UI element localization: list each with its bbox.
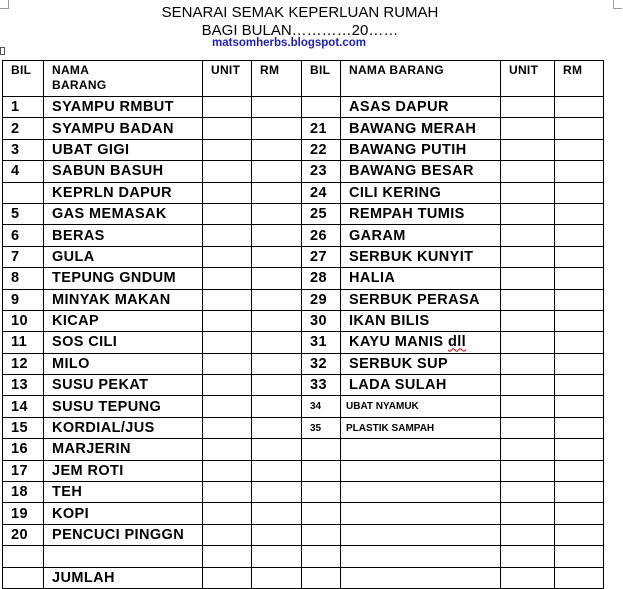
item-name-right[interactable]: LADA SULAH — [341, 375, 501, 396]
table-row — [3, 203, 604, 224]
item-name[interactable]: TEH — [44, 482, 203, 503]
item-rm-cell[interactable] — [252, 417, 302, 438]
item-unit-cell[interactable] — [203, 396, 252, 417]
item-bil[interactable]: 2 — [3, 118, 44, 139]
item-rm-cell-right[interactable] — [555, 417, 604, 438]
item-unit-cell[interactable] — [203, 268, 252, 289]
item-unit-cell[interactable] — [203, 203, 252, 224]
item-name[interactable]: SYAMPU RMBUT — [44, 97, 203, 118]
item-name-right-text: KAYU MANIS — [349, 334, 444, 351]
item-bil[interactable]: 16 — [3, 439, 44, 460]
item-unit-cell-right[interactable] — [501, 482, 555, 503]
item-name-right[interactable]: CILI KERING — [341, 182, 501, 203]
item-rm-cell-right[interactable] — [555, 161, 604, 182]
item-unit-cell-right[interactable] — [501, 396, 555, 417]
item-unit-cell-right[interactable] — [501, 332, 555, 353]
item-bil[interactable]: 5 — [3, 203, 44, 224]
item-unit-cell-right[interactable] — [501, 503, 555, 524]
item-unit-cell[interactable] — [203, 524, 252, 545]
item-rm-cell[interactable] — [252, 268, 302, 289]
table-row — [3, 289, 604, 310]
item-bil[interactable]: 9 — [3, 289, 44, 310]
item-name-right[interactable] — [341, 567, 501, 588]
item-bil[interactable]: 14 — [3, 396, 44, 417]
item-name-right[interactable]: UBAT NYAMUK — [341, 396, 501, 417]
item-bil-right[interactable]: 33 — [302, 375, 341, 396]
item-name[interactable]: MARJERIN — [44, 439, 203, 460]
item-bil-right[interactable]: 21 — [302, 118, 341, 139]
item-name[interactable]: UBAT GIGI — [44, 139, 203, 160]
item-unit-cell[interactable] — [203, 375, 252, 396]
table-row — [3, 482, 604, 503]
item-bil[interactable]: 1 — [3, 97, 44, 118]
item-unit-cell[interactable] — [203, 310, 252, 331]
item-bil[interactable]: 18 — [3, 482, 44, 503]
item-rm-cell[interactable] — [252, 246, 302, 267]
item-unit-cell[interactable] — [203, 182, 252, 203]
item-bil[interactable]: 10 — [3, 310, 44, 331]
item-bil-right[interactable]: 25 — [302, 203, 341, 224]
item-rm-cell[interactable] — [252, 182, 302, 203]
item-unit-cell-right[interactable] — [501, 460, 555, 481]
item-unit-cell[interactable] — [203, 503, 252, 524]
item-rm-cell[interactable] — [252, 567, 302, 588]
item-name[interactable]: TEPUNG GNDUM — [44, 268, 203, 289]
item-bil[interactable]: 19 — [3, 503, 44, 524]
item-bil[interactable]: 17 — [3, 460, 44, 481]
item-unit-cell[interactable] — [203, 225, 252, 246]
table-row — [3, 546, 604, 567]
item-unit-cell[interactable] — [203, 439, 252, 460]
item-unit-cell-right[interactable] — [501, 182, 555, 203]
item-unit-cell-right[interactable] — [501, 375, 555, 396]
item-rm-cell-right[interactable] — [555, 225, 604, 246]
item-name-right[interactable] — [341, 439, 501, 460]
item-unit-cell[interactable] — [203, 417, 252, 438]
item-unit-cell-right[interactable] — [501, 353, 555, 374]
item-bil[interactable]: 4 — [3, 161, 44, 182]
table-row — [3, 439, 604, 460]
item-rm-cell-right[interactable] — [555, 482, 604, 503]
item-unit-cell[interactable] — [203, 289, 252, 310]
item-rm-cell-right[interactable] — [555, 567, 604, 588]
item-rm-cell[interactable] — [252, 482, 302, 503]
item-unit-cell[interactable] — [203, 139, 252, 160]
item-unit-cell-right[interactable] — [501, 289, 555, 310]
item-name[interactable]: MILO — [44, 353, 203, 374]
item-unit-cell[interactable] — [203, 546, 252, 567]
item-rm-cell-right[interactable] — [555, 396, 604, 417]
item-unit-cell[interactable] — [203, 97, 252, 118]
item-name-right[interactable] — [341, 546, 501, 567]
item-rm-cell-right[interactable] — [555, 332, 604, 353]
item-rm-cell[interactable] — [252, 460, 302, 481]
table-row — [3, 332, 604, 353]
table-row — [3, 118, 604, 139]
item-unit-cell-right[interactable] — [501, 524, 555, 545]
header-bil-2: BIL — [302, 61, 341, 97]
item-name-right[interactable]: SERBUK SUP — [341, 353, 501, 374]
item-rm-cell[interactable] — [252, 546, 302, 567]
item-rm-cell-right[interactable] — [555, 353, 604, 374]
item-bil-right[interactable]: 34 — [302, 396, 341, 417]
table-row — [3, 375, 604, 396]
item-name-right[interactable]: BAWANG MERAH — [341, 118, 501, 139]
item-bil[interactable]: 6 — [3, 225, 44, 246]
item-rm-cell[interactable] — [252, 332, 302, 353]
item-bil[interactable]: 8 — [3, 268, 44, 289]
item-unit-cell-right[interactable] — [501, 546, 555, 567]
item-name[interactable]: KORDIAL/JUS — [44, 417, 203, 438]
item-unit-cell[interactable] — [203, 460, 252, 481]
item-name-right[interactable] — [341, 460, 501, 481]
item-name[interactable]: SOS CILI — [44, 332, 203, 353]
item-unit-cell[interactable] — [203, 118, 252, 139]
item-bil-right[interactable]: 22 — [302, 139, 341, 160]
header-row — [3, 61, 604, 97]
item-bil[interactable]: 15 — [3, 417, 44, 438]
item-rm-cell[interactable] — [252, 289, 302, 310]
item-rm-cell[interactable] — [252, 97, 302, 118]
item-bil-right[interactable] — [302, 460, 341, 481]
item-unit-cell-right[interactable] — [501, 567, 555, 588]
item-name[interactable]: SUSU TEPUNG — [44, 396, 203, 417]
item-rm-cell[interactable] — [252, 353, 302, 374]
item-bil-right[interactable] — [302, 439, 341, 460]
item-rm-cell-right[interactable] — [555, 439, 604, 460]
item-name[interactable]: KEPRLN DAPUR — [44, 182, 203, 203]
item-bil[interactable] — [3, 546, 44, 567]
item-rm-cell[interactable] — [252, 310, 302, 331]
item-bil[interactable]: 20 — [3, 524, 44, 545]
item-name[interactable]: SYAMPU BADAN — [44, 118, 203, 139]
table-row — [3, 524, 604, 545]
header-nama-line1: NAMA — [52, 63, 90, 77]
item-bil-right[interactable]: 32 — [302, 353, 341, 374]
item-unit-cell[interactable] — [203, 353, 252, 374]
table-row — [3, 503, 604, 524]
item-rm-cell[interactable] — [252, 203, 302, 224]
item-rm-cell[interactable] — [252, 375, 302, 396]
header-rm-2: RM — [555, 61, 604, 97]
table-row — [3, 225, 604, 246]
item-rm-cell-right[interactable] — [555, 97, 604, 118]
table-row — [3, 396, 604, 417]
item-name[interactable]: MINYAK MAKAN — [44, 289, 203, 310]
item-name[interactable]: JUMLAH — [44, 567, 203, 588]
item-name-right[interactable]: GARAM — [341, 225, 501, 246]
item-name[interactable]: KOPI — [44, 503, 203, 524]
table-row — [3, 310, 604, 331]
item-name-right[interactable]: IKAN BILIS — [341, 310, 501, 331]
header-bil: BIL — [3, 61, 44, 97]
item-rm-cell[interactable] — [252, 139, 302, 160]
item-name-right[interactable]: PLASTIK SAMPAH — [341, 417, 501, 438]
item-unit-cell[interactable] — [203, 332, 252, 353]
item-rm-cell[interactable] — [252, 503, 302, 524]
item-unit-cell[interactable] — [203, 246, 252, 267]
item-bil[interactable] — [3, 567, 44, 588]
header-nama-barang-2: NAMA BARANG — [341, 61, 501, 97]
item-bil[interactable]: 13 — [3, 375, 44, 396]
item-bil-right[interactable]: 23 — [302, 161, 341, 182]
item-bil-right[interactable] — [302, 524, 341, 545]
table-row — [3, 460, 604, 481]
item-name-right[interactable] — [341, 503, 501, 524]
item-bil[interactable] — [3, 182, 44, 203]
page-subtitle: BAGI BULAN…………20…… — [201, 22, 399, 39]
item-unit-cell-right[interactable] — [501, 225, 555, 246]
page-title: SENARAI SEMAK KEPERLUAN RUMAH — [161, 4, 439, 21]
item-rm-cell-right[interactable] — [555, 268, 604, 289]
item-bil-right[interactable] — [302, 567, 341, 588]
item-bil-right[interactable] — [302, 482, 341, 503]
item-rm-cell[interactable] — [252, 396, 302, 417]
item-name-right[interactable] — [341, 482, 501, 503]
table-row — [3, 246, 604, 267]
header-unit: UNIT — [203, 61, 252, 97]
item-rm-cell-right[interactable] — [555, 139, 604, 160]
item-name[interactable]: KICAP — [44, 310, 203, 331]
item-rm-cell[interactable] — [252, 118, 302, 139]
item-name[interactable]: JEM ROTI — [44, 460, 203, 481]
item-name-right[interactable]: REMPAH TUMIS — [341, 203, 501, 224]
item-name[interactable]: BERAS — [44, 225, 203, 246]
item-name-right[interactable]: BAWANG PUTIH — [341, 139, 501, 160]
item-bil[interactable]: 11 — [3, 332, 44, 353]
item-unit-cell-right[interactable] — [501, 139, 555, 160]
item-unit-cell-right[interactable] — [501, 268, 555, 289]
item-unit-cell-right[interactable] — [501, 97, 555, 118]
item-unit-cell[interactable] — [203, 567, 252, 588]
item-rm-cell-right[interactable] — [555, 246, 604, 267]
item-rm-cell-right[interactable] — [555, 375, 604, 396]
item-unit-cell-right[interactable] — [501, 246, 555, 267]
header-nama-line2: BARANG — [52, 78, 107, 92]
item-name[interactable] — [44, 546, 203, 567]
item-unit-cell-right[interactable] — [501, 439, 555, 460]
item-bil-right[interactable] — [302, 503, 341, 524]
table-row — [3, 268, 604, 289]
item-rm-cell-right[interactable] — [555, 546, 604, 567]
page-corner-mark-right — [613, 0, 622, 9]
item-unit-cell-right[interactable] — [501, 310, 555, 331]
item-rm-cell[interactable] — [252, 439, 302, 460]
item-bil-right[interactable]: 31 — [302, 332, 341, 353]
item-name[interactable]: GAS MEMASAK — [44, 203, 203, 224]
item-name[interactable]: SABUN BASUH — [44, 161, 203, 182]
item-name[interactable]: GULA — [44, 246, 203, 267]
item-bil-right[interactable]: 24 — [302, 182, 341, 203]
item-name-right[interactable]: HALIA — [341, 268, 501, 289]
checklist-table — [2, 60, 604, 589]
item-rm-cell-right[interactable] — [555, 203, 604, 224]
item-rm-cell-right[interactable] — [555, 460, 604, 481]
item-name-right[interactable]: BAWANG BESAR — [341, 161, 501, 182]
item-bil-right[interactable]: 35 — [302, 417, 341, 438]
item-bil-right[interactable]: 26 — [302, 225, 341, 246]
item-unit-cell[interactable] — [203, 161, 252, 182]
item-unit-cell[interactable] — [203, 482, 252, 503]
item-rm-cell[interactable] — [252, 225, 302, 246]
item-rm-cell-right[interactable] — [555, 118, 604, 139]
item-rm-cell[interactable] — [252, 161, 302, 182]
item-bil-right[interactable]: 29 — [302, 289, 341, 310]
table-row — [3, 567, 604, 588]
item-unit-cell-right[interactable] — [501, 417, 555, 438]
table-row — [3, 417, 604, 438]
item-rm-cell-right[interactable] — [555, 289, 604, 310]
item-rm-cell-right[interactable] — [555, 524, 604, 545]
item-bil-right[interactable]: 30 — [302, 310, 341, 331]
item-name[interactable]: PENCUCI PINGGN — [44, 524, 203, 545]
item-name-right[interactable]: ASAS DAPUR — [341, 97, 501, 118]
table-row — [3, 182, 604, 203]
item-bil[interactable]: 3 — [3, 139, 44, 160]
table-row — [3, 139, 604, 160]
item-bil[interactable]: 7 — [3, 246, 44, 267]
item-name-right[interactable]: SERBUK PERASA — [341, 289, 501, 310]
table-row — [3, 353, 604, 374]
item-bil-right[interactable] — [302, 97, 341, 118]
item-bil-right[interactable] — [302, 546, 341, 567]
item-unit-cell-right[interactable] — [501, 161, 555, 182]
header-rm: RM — [252, 61, 302, 97]
item-bil-right[interactable]: 27 — [302, 246, 341, 267]
item-name[interactable]: SUSU PEKAT — [44, 375, 203, 396]
item-name-right[interactable] — [341, 332, 501, 353]
item-name-right[interactable]: SERBUK KUNYIT — [341, 246, 501, 267]
table-row — [3, 161, 604, 182]
item-unit-cell-right[interactable] — [501, 118, 555, 139]
item-rm-cell-right[interactable] — [555, 182, 604, 203]
spellcheck-word: dll — [447, 334, 467, 351]
table-row — [3, 97, 604, 118]
header-nama-barang — [44, 61, 203, 97]
item-name-right[interactable] — [341, 524, 501, 545]
blog-url: matsomherbs.blogspot.com — [212, 37, 366, 49]
item-bil-right[interactable]: 28 — [302, 268, 341, 289]
header-unit-2: UNIT — [501, 61, 555, 97]
item-unit-cell-right[interactable] — [501, 203, 555, 224]
item-rm-cell[interactable] — [252, 524, 302, 545]
item-rm-cell-right[interactable] — [555, 503, 604, 524]
item-rm-cell-right[interactable] — [555, 310, 604, 331]
item-bil[interactable]: 12 — [3, 353, 44, 374]
